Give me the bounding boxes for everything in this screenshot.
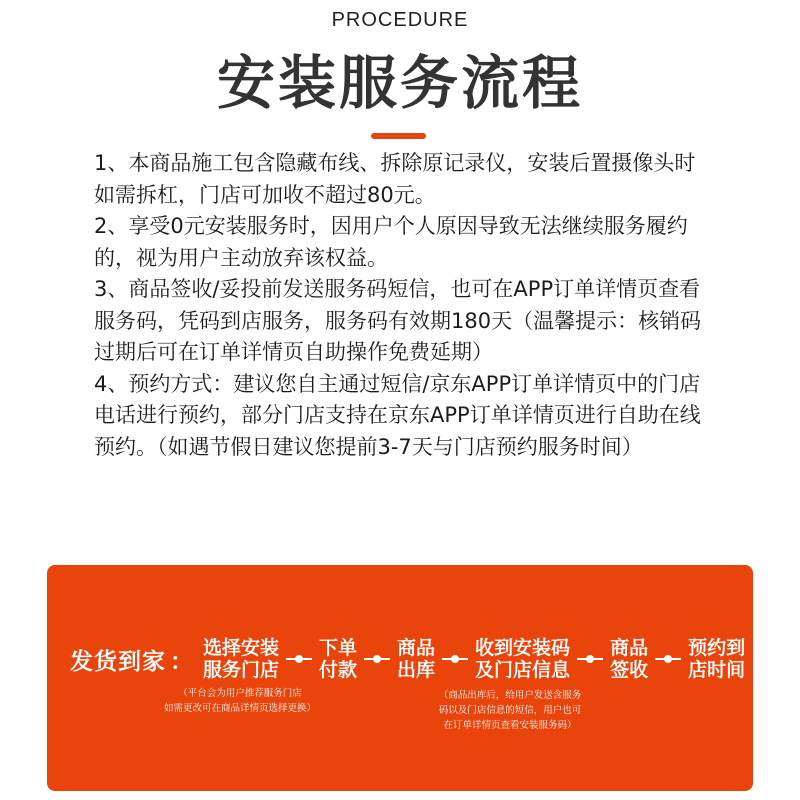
flow-lead-colon: ： xyxy=(170,648,193,675)
flow-step-shipped: 商品 出库 xyxy=(397,637,436,681)
title-underline-accent xyxy=(371,133,426,139)
rule-item-2: 2、享受0元安装服务时，因用户个人原因导致无法继续服务履约的，视为用户主动放弃该权益。 xyxy=(94,214,688,270)
flow-step-order-pay: 下单 付款 xyxy=(319,637,358,681)
connector-dot-icon xyxy=(442,654,468,664)
connector-dot-icon xyxy=(364,654,390,664)
flow-step-receive-code: 收到安装码 及门店信息 xyxy=(475,637,571,681)
flow-step-signed: 商品 签收 xyxy=(610,637,649,681)
rule-item-1: 1、本商品施工包含隐藏布线、拆除原记录仪，安装后置摄像头时如需拆杠，门店可加收不超过80元。 xyxy=(94,151,696,207)
flow-note-store: （平台会为用户推荐服务门店 如需更改可在商品详情页选择更换） xyxy=(163,688,316,714)
connector-dot-icon xyxy=(286,654,312,664)
rule-item-3: 3、商品签收/妥投前发送服务码短信，也可在APP订单详情页查看服务码，凭码到店服务，服务码有效期180天（温馨提示：核销码过期后可在订单详情页自助操作免费延期） xyxy=(94,277,702,364)
flow-lead-label: 发货到家 xyxy=(70,648,166,675)
connector-dot-icon xyxy=(577,654,603,664)
flow-note-code: （商品出库后，给用户发送含服务 码以及门店信息的短信，用户也可 在订单详情页查看安装服务码） xyxy=(438,690,582,731)
page-title: 安装服务流程 xyxy=(216,49,583,117)
rules-list xyxy=(94,148,714,463)
flow-step-select-store: 选择安装 服务门店 xyxy=(203,637,280,681)
flow-step-appointment: 预约到 店时间 xyxy=(688,637,746,681)
rule-item-4: 4、预约方式：建议您自主通过短信/京东APP订单详情页中的门店电话进行预约，部分门店支持在京东APP订单详情页进行自助在线预约。（如遇节假日建议您提前3-7天与门店预约服务时间） xyxy=(94,371,701,459)
connector-dot-icon xyxy=(655,654,681,664)
flow-steps xyxy=(70,636,745,682)
section-eyebrow: PROCEDURE xyxy=(331,9,469,31)
